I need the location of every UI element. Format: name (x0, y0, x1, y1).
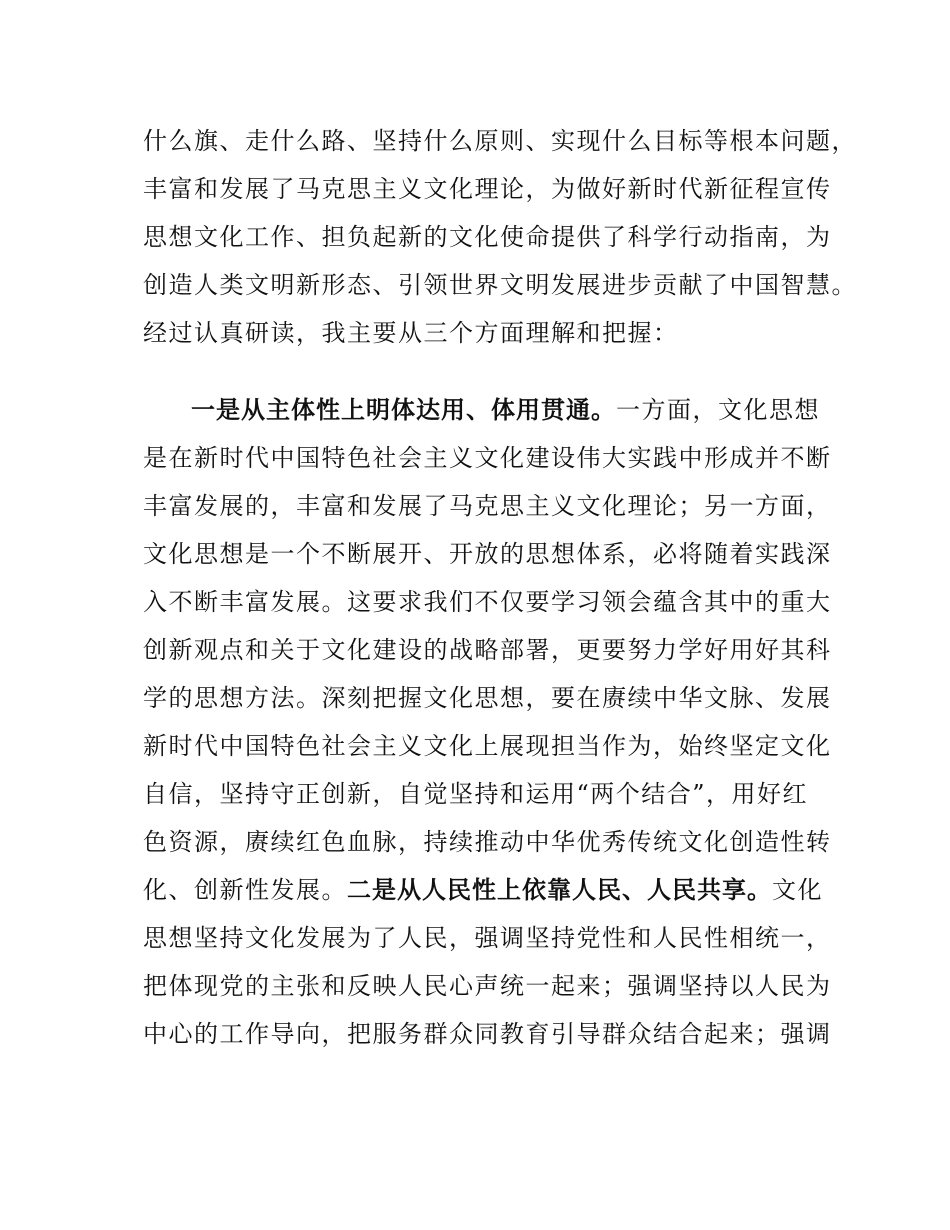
text-line (143, 866, 823, 914)
text-line: 中心的工作导向，把服务群众同教育引导群众结合起来；强调 (143, 1020, 832, 1048)
text-line: 把体现党的主张和反映人民心声统一起来；强调坚持以人民为 (143, 972, 832, 1000)
text-line: 色资源，赓续红色血脉，持续推动中华优秀传统文化创造性转 (143, 828, 832, 856)
text-line: 文化思想是一个不断展开、开放的思想体系，必将随着实践深 (143, 540, 832, 568)
text-span: 文化 (772, 876, 823, 904)
text-line: 是在新时代中国特色社会主义文化建设伟大实践中形成并不断 (143, 444, 832, 472)
text-line: 创新观点和关于文化建设的战略部署，更要努力学好用好其科 (143, 636, 832, 664)
text-line: 自信，坚持守正创新，自觉坚持和运用“两个结合”，用好红 (143, 780, 809, 808)
text-span: 化、创新性发展。 (143, 876, 347, 904)
text-line: 丰富和发展了马克思主义文化理论，为做好新时代新征程宣传 (143, 175, 832, 203)
point-two-heading: 二是从人民性上依靠人民、人民共享。 (347, 876, 772, 904)
text-line: 入不断丰富发展。这要求我们不仅要学习领会蕴含其中的重大 (143, 588, 832, 616)
point-one-heading: 一是从主体性上明体达用、体用贯通。 (191, 396, 616, 424)
text-span: 一方面，文化思想 (616, 396, 820, 424)
text-line: 经过认真研读，我主要从三个方面理解和把握： (143, 319, 679, 347)
text-line: 丰富发展的，丰富和发展了马克思主义文化理论；另一方面， (143, 492, 832, 520)
text-line: 思想文化工作、担负起新的文化使命提供了科学行动指南，为 (143, 223, 832, 251)
text-line: 学的思想方法。深刻把握文化思想，要在赓续中华文脉、发展 (143, 684, 832, 712)
text-line: 创造人类文明新形态、引领世界文明发展进步贡献了中国智慧。 (143, 271, 857, 299)
text-line: 思想坚持文化发展为了人民，强调坚持党性和人民性相统一， (143, 924, 832, 952)
paragraph-main (143, 386, 832, 1058)
text-line: 什么旗、走什么路、坚持什么原则、实现什么目标等根本问题， (143, 127, 857, 155)
paragraph-intro (143, 117, 857, 357)
text-line (143, 386, 823, 434)
text-line: 新时代中国特色社会主义文化上展现担当作为，始终坚定文化 (143, 732, 832, 760)
